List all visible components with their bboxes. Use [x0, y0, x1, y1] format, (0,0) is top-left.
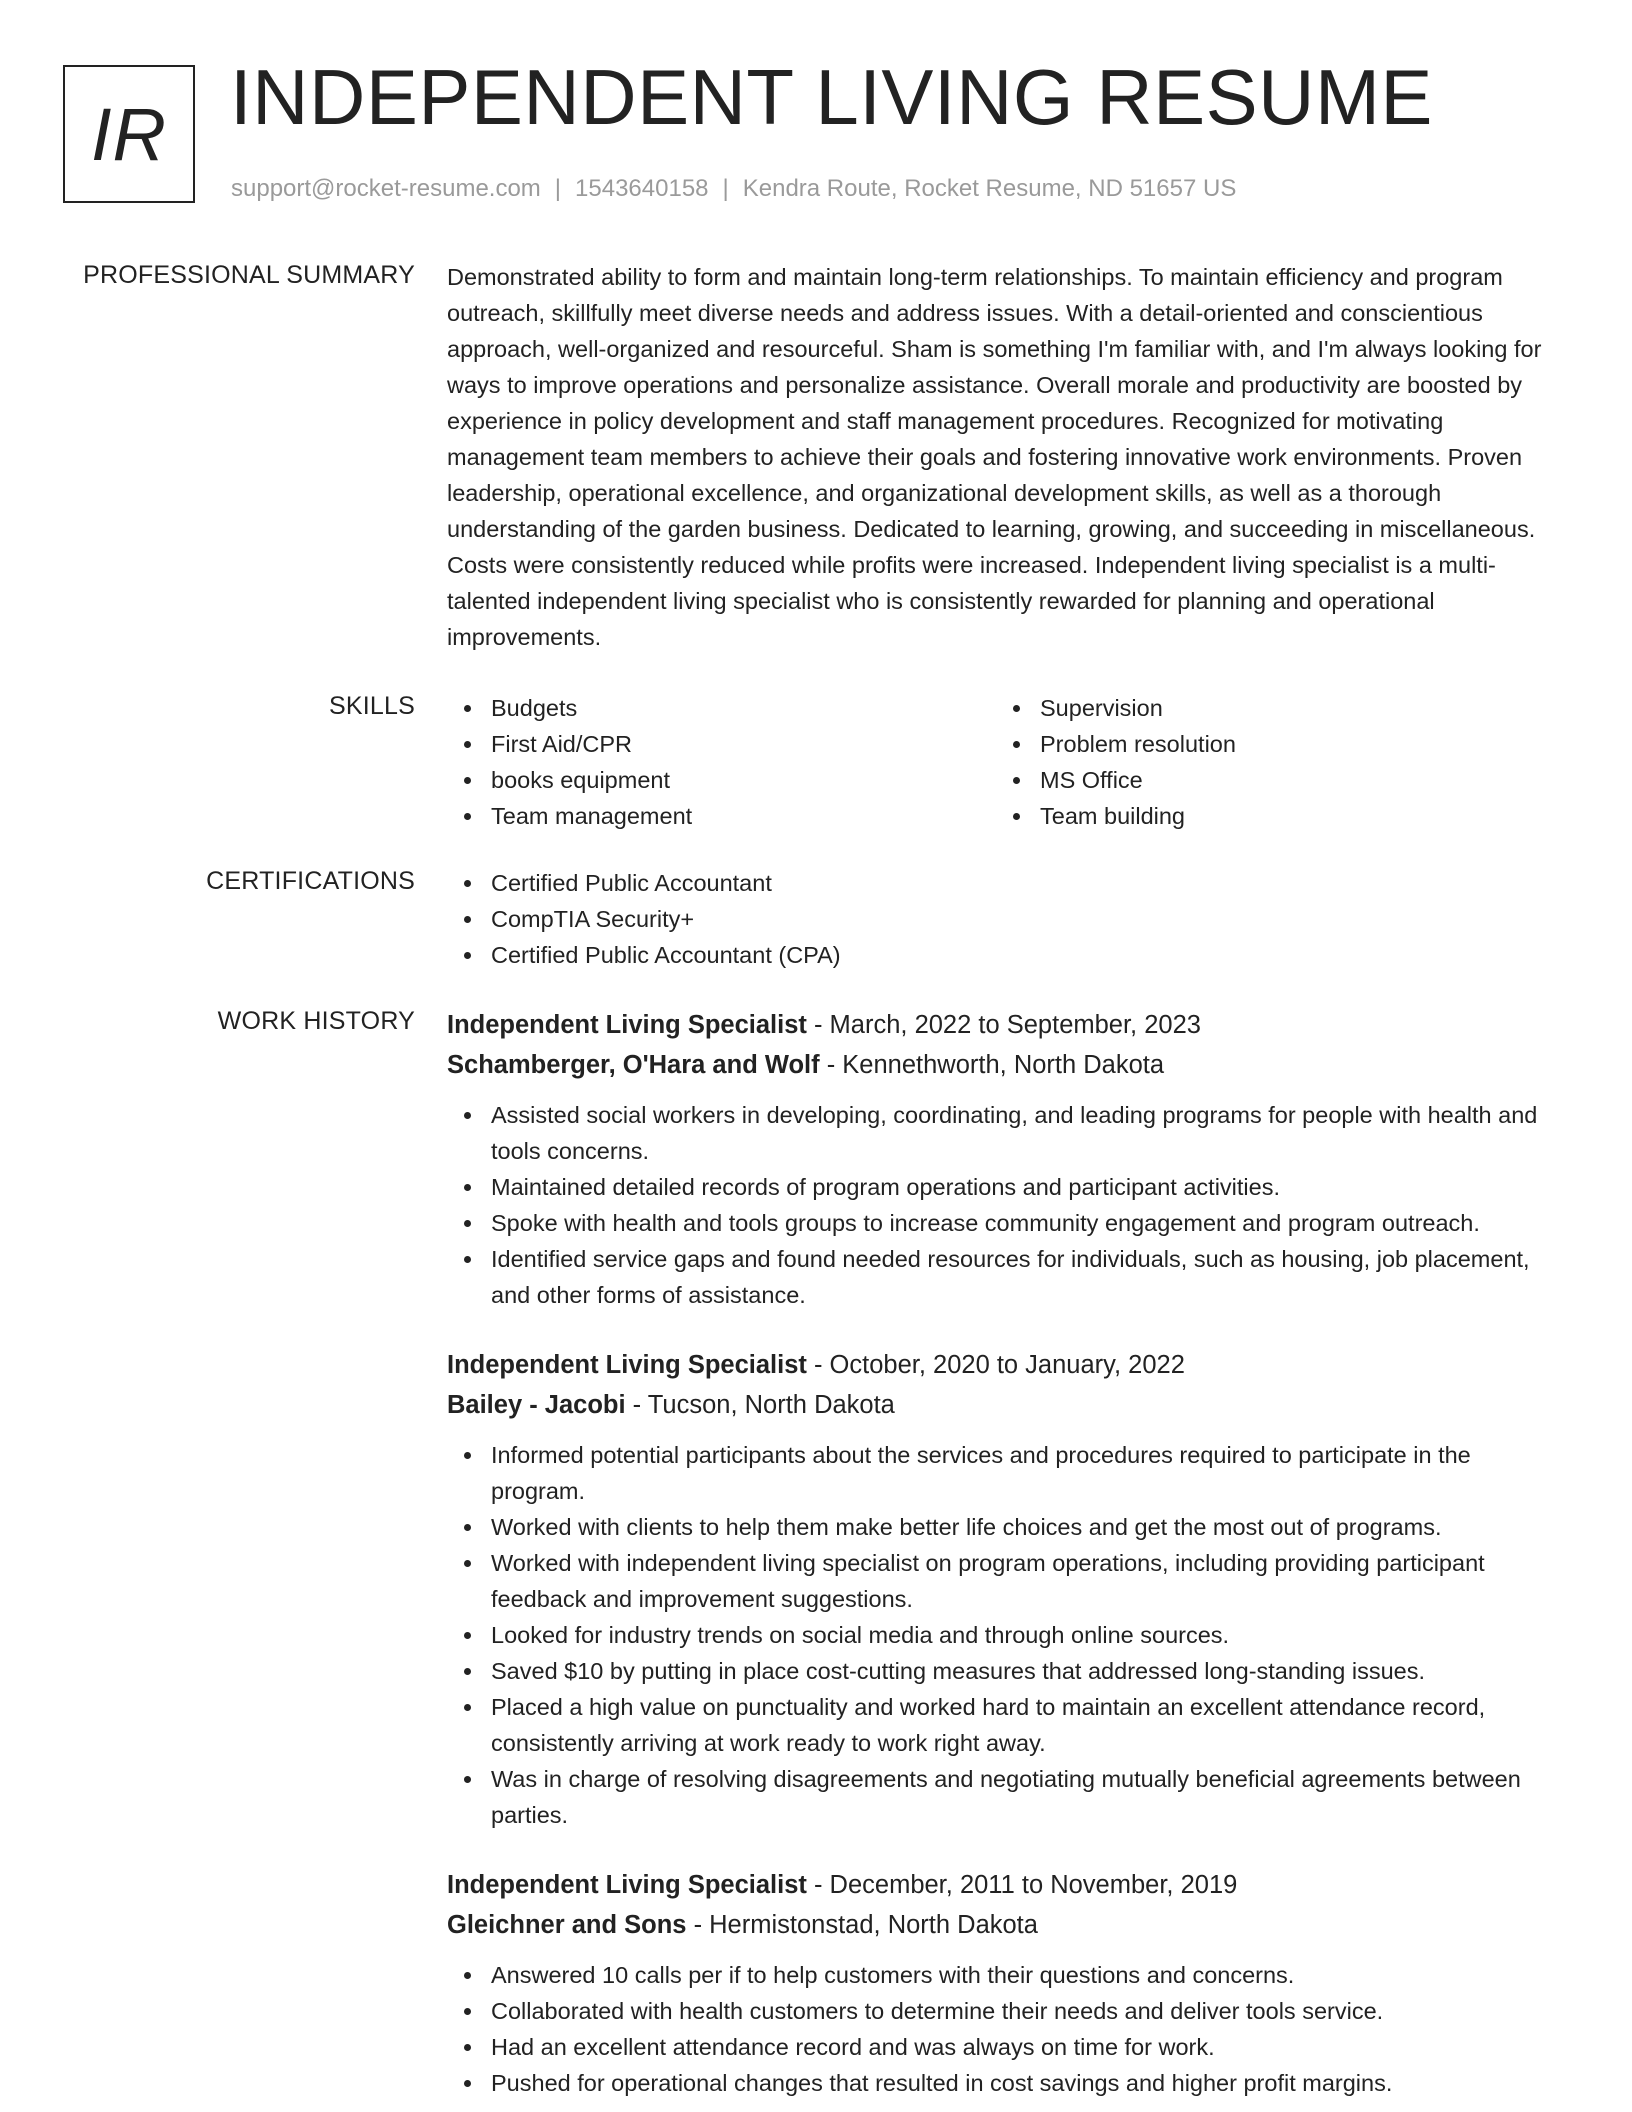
job-bullet: Spoke with health and tools groups to increase community engagement and program outreach.	[447, 1205, 1562, 1241]
job-dates: - December, 2011 to November, 2019	[806, 1871, 1238, 1899]
skill-item: Team management	[447, 798, 996, 834]
job-bullets	[447, 1957, 1562, 2101]
skill-item: First Aid/CPR	[447, 726, 996, 762]
job-bullet: Looked for industry trends on social media and through online sources.	[447, 1617, 1562, 1653]
job-bullets	[447, 1437, 1562, 1833]
skills-list-left	[447, 690, 996, 834]
certification-item: Certified Public Accountant	[447, 865, 1562, 901]
section-label-summary: PROFESSIONAL SUMMARY	[83, 261, 415, 289]
skill-item: books equipment	[447, 762, 996, 798]
skill-item: Supervision	[996, 690, 1545, 726]
job-entry	[447, 1865, 1562, 2101]
job-location: - Kennethworth, North Dakota	[819, 1051, 1165, 1079]
job-bullet: Collaborated with health customers to determine their needs and deliver tools service.	[447, 1993, 1562, 2029]
summary-text: Demonstrated ability to form and maintain long-term relationships. To maintain efficiency and program outreach, skillfully meet diverse needs and address issues. With a detail-oriented and conscientious approach, well-organized and resourceful. Sham is something I'm familiar with, and I'm always looking for ways to improve operations and personalize assistance. Overall morale and productivity are boosted by experience in policy development and staff management procedures. Recognized for motivating management team members to achieve their goals and fostering innovative work environments. Proven leadership, operational excellence, and organizational development skills, as well as a thorough understanding of the garden business. Dedicated to learning, growing, and succeeding in miscellaneous. Costs were consistently reduced while profits were increased. Independent living specialist is a multi-talented independent living specialist who is consistently rewarded for planning and operational improvements.	[447, 264, 1542, 650]
job-title-line	[447, 1345, 1562, 1385]
skill-item: Budgets	[447, 690, 996, 726]
job-location: - Tucson, North Dakota	[625, 1391, 895, 1419]
section-label-skills: SKILLS	[329, 692, 415, 720]
job-title: Independent Living Specialist	[447, 1011, 807, 1039]
job-entry	[447, 1005, 1562, 1313]
contact-line	[231, 175, 1236, 203]
certification-item: Certified Public Accountant (CPA)	[447, 937, 1562, 973]
job-bullet: Pushed for operational changes that resulted in cost savings and higher profit margins.	[447, 2065, 1562, 2101]
skill-item: Problem resolution	[996, 726, 1545, 762]
job-bullet: Worked with clients to help them make better life choices and get the most out of programs.	[447, 1509, 1562, 1545]
job-bullet: Placed a high value on punctuality and worked hard to maintain an excellent attendance record, consistently arriving at work ready to work right away.	[447, 1689, 1562, 1761]
job-bullet: Informed potential participants about the services and procedures required to participate in the program.	[447, 1437, 1562, 1509]
job-company-line	[447, 1385, 1562, 1425]
job-dates: - October, 2020 to January, 2022	[806, 1351, 1185, 1379]
skills-list-right	[996, 690, 1545, 834]
section-label-certifications: CERTIFICATIONS	[206, 867, 415, 895]
contact-separator: |	[722, 175, 729, 202]
contact-email: support@rocket-resume.com	[231, 175, 541, 202]
job-title: Independent Living Specialist	[447, 1871, 807, 1899]
job-bullet: Had an excellent attendance record and was always on time for work.	[447, 2029, 1562, 2065]
contact-address: Kendra Route, Rocket Resume, ND 51657 US	[742, 175, 1237, 202]
resume-title: INDEPENDENT LIVING RESUME	[230, 53, 1433, 141]
job-dates: - March, 2022 to September, 2023	[806, 1011, 1201, 1039]
job-location: - Hermistonstad, North Dakota	[686, 1911, 1038, 1939]
job-bullet: Saved $10 by putting in place cost-cutting measures that addressed long-standing issues.	[447, 1653, 1562, 1689]
contact-separator: |	[554, 175, 562, 202]
monogram-logo: IR	[63, 65, 195, 203]
job-title-line	[447, 1865, 1562, 1905]
skill-item: MS Office	[996, 762, 1545, 798]
job-bullet: Assisted social workers in developing, coordinating, and leading programs for people with health and tools concerns.	[447, 1097, 1562, 1169]
certification-item: CompTIA Security+	[447, 901, 1562, 937]
certifications-list	[447, 865, 1562, 973]
job-title: Independent Living Specialist	[447, 1351, 807, 1379]
job-company-line	[447, 1045, 1562, 1085]
job-company-line	[447, 1905, 1562, 1945]
section-label-work-history: WORK HISTORY	[217, 1007, 415, 1035]
job-bullet: Worked with independent living specialist on program operations, including providing participant feedback and improvement suggestions.	[447, 1545, 1562, 1617]
job-bullet: Maintained detailed records of program operations and participant activities.	[447, 1169, 1562, 1205]
job-entry	[447, 1345, 1562, 1833]
job-bullet: Was in charge of resolving disagreements and negotiating mutually beneficial agreements between parties.	[447, 1761, 1562, 1833]
job-bullet: Identified service gaps and found needed resources for individuals, such as housing, job placement, and other forms of assistance.	[447, 1241, 1562, 1313]
job-company: Bailey - Jacobi	[447, 1391, 626, 1419]
job-title-line	[447, 1005, 1562, 1045]
job-company: Gleichner and Sons	[447, 1911, 687, 1939]
job-company: Schamberger, O'Hara and Wolf	[447, 1051, 820, 1079]
contact-phone: 1543640158	[575, 175, 709, 202]
job-bullets	[447, 1097, 1562, 1313]
job-bullet: Answered 10 calls per if to help customers with their questions and concerns.	[447, 1957, 1562, 1993]
skill-item: Team building	[996, 798, 1545, 834]
